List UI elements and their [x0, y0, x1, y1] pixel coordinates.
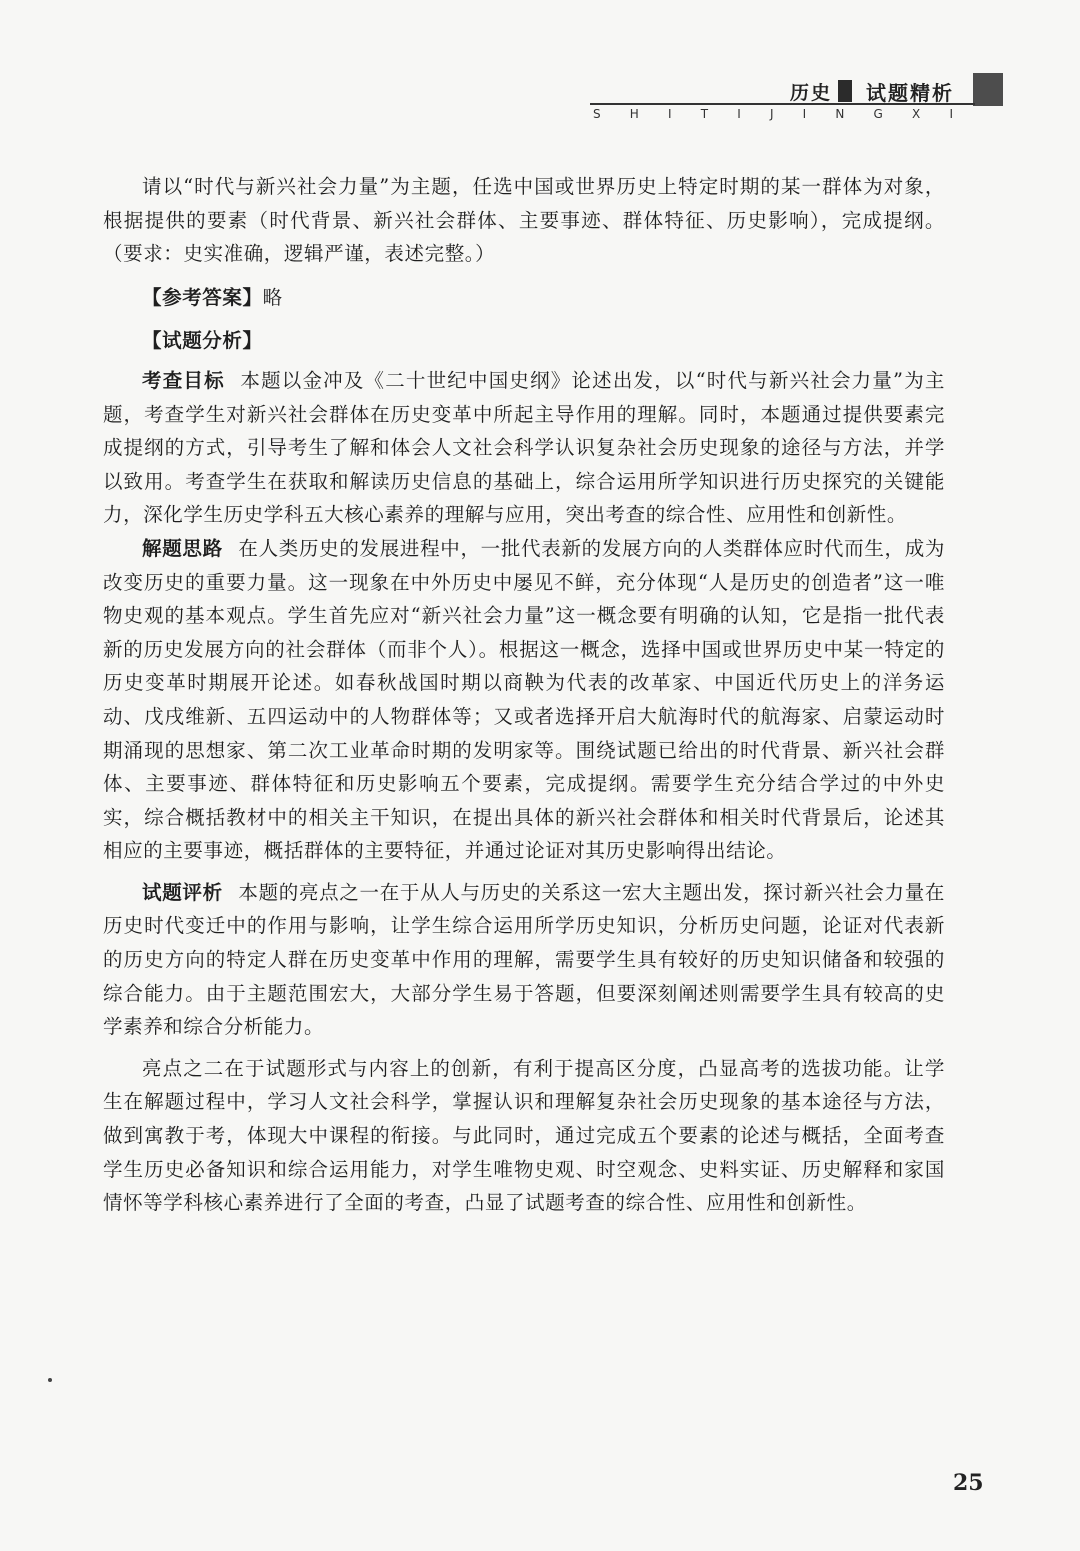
article-body [103, 170, 945, 1220]
header-gray-tab [973, 73, 1003, 106]
header-pinyin [593, 107, 953, 121]
page-number: 25 [953, 1470, 984, 1496]
approach-paragraph [103, 532, 945, 868]
header-section-title: 试题精析 [866, 81, 954, 105]
pinyin-letter: J [769, 107, 774, 121]
highlight2-paragraph: 亮点之二在于试题形式与内容上的创新，有利于提高区分度，凸显高考的选拔功能。让学生在解题过程中，学习人文社会科学，掌握认识和理解复杂社会历史现象的基本途径与方法，做到寓教于考，体现大中课程的衔接。与此同时，通过完成五个要素的论述与概括，全面考查学生历史必备知识和综合运用能力，对学生唯物史观、时空观念、史料实证、历史解释和家国情怀等学科核心素养进行了全面的考查，凸显了试题考查的综合性、应用性和创新性。 [103, 1056, 945, 1215]
header-rule [590, 103, 975, 105]
approach-label: 解题思路 [142, 536, 223, 560]
stray-dot [48, 1378, 52, 1382]
pinyin-letter: S [593, 107, 601, 121]
target-label: 考查目标 [142, 368, 225, 392]
pinyin-letter: N [835, 107, 845, 121]
header-subject: 历史 [790, 82, 833, 104]
header-square-mark [838, 80, 852, 102]
target-paragraph [103, 364, 945, 532]
reference-answer-label: 【参考答案】 [142, 285, 263, 309]
pinyin-letter: X [912, 107, 921, 121]
question-paragraph: 请以“时代与新兴社会力量”为主题，任选中国或世界历史上特定时期的某一群体为对象，根据提供的要素（时代背景、新兴社会群体、主要事迹、群体特征、历史影响），完成提纲。（要求：史实准确，逻辑严谨，表述完整。） [103, 175, 945, 266]
pinyin-letter: I [802, 107, 807, 121]
pinyin-letter: G [873, 107, 883, 121]
target-text: 本题以金冲及《二十世纪中国史纲》论述出发，以“时代与新兴社会力量”为主题，考查学生对新兴社会群体在历史变革中所起主导作用的理解。同时，本题通过提供要素完成提纲的方式，引导考生了解和体会人文社会科学认识复杂社会历史现象的途径与方法，并学以致用。考查学生在获取和解读历史信息的基础上，综合运用所学知识进行历史探究的关键能力，深化学生历史学科五大核心素养的理解与应用，突出考查的综合性、应用性和创新性。 [103, 368, 945, 527]
approach-text: 在人类历史的发展进程中，一批代表新的发展方向的人类群体应时代而生，成为改变历史的重要力量。这一现象在中外历史中屡见不鲜，充分体现“人是历史的创造者”这一唯物史观的基本观点。学生首先应对“新兴社会力量”这一概念要有明确的认知，它是指一批代表新的历史发展方向的社会群体（而非个人）。根据这一概念，选择中国或世界历史中某一特定的历史变革时期展开论述。如春秋战国时期以商鞅为代表的改革家、中国近代历史上的洋务运动、戊戌维新、五四运动中的人物群体等；又或者选择开启大航海时代的航海家、启蒙运动时期涌现的思想家、第二次工业革命时期的发明家等。围绕试题已给出的时代背景、新兴社会群体、主要事迹、群体特征和历史影响五个要素，完成提纲。需要学生充分结合学过的中外史实，综合概括教材中的相关主干知识，在提出具体的新兴社会群体和相关时代背景后，论述其相应的主要事迹，概括群体的主要特征，并通过论证对其历史影响得出结论。 [103, 536, 945, 863]
analysis-heading: 【试题分析】 [142, 329, 263, 353]
review-text: 本题的亮点之一在于从人与历史的关系这一宏大主题出发，探讨新兴社会力量在历史时代变迁中的作用与影响，让学生综合运用所学历史知识，分析历史问题，论证对代表新的历史方向的特定人群在历史变革中作用的理解，需要学生具有较好的历史知识储备和较强的综合能力。由于主题范围宏大，大部分学生易于答题，但要深刻阐述则需要学生具有较高的史学素养和综合分析能力。 [103, 880, 945, 1039]
review-paragraph [103, 876, 945, 1044]
pinyin-letter: H [629, 107, 639, 121]
pinyin-letter: I [668, 107, 672, 121]
reference-answer-text: 略 [262, 285, 283, 309]
pinyin-letter: T [700, 107, 709, 121]
reference-answer [103, 281, 945, 315]
pinyin-letter: I [949, 107, 953, 121]
review-label: 试题评析 [142, 880, 223, 904]
pinyin-letter: I [737, 107, 741, 121]
